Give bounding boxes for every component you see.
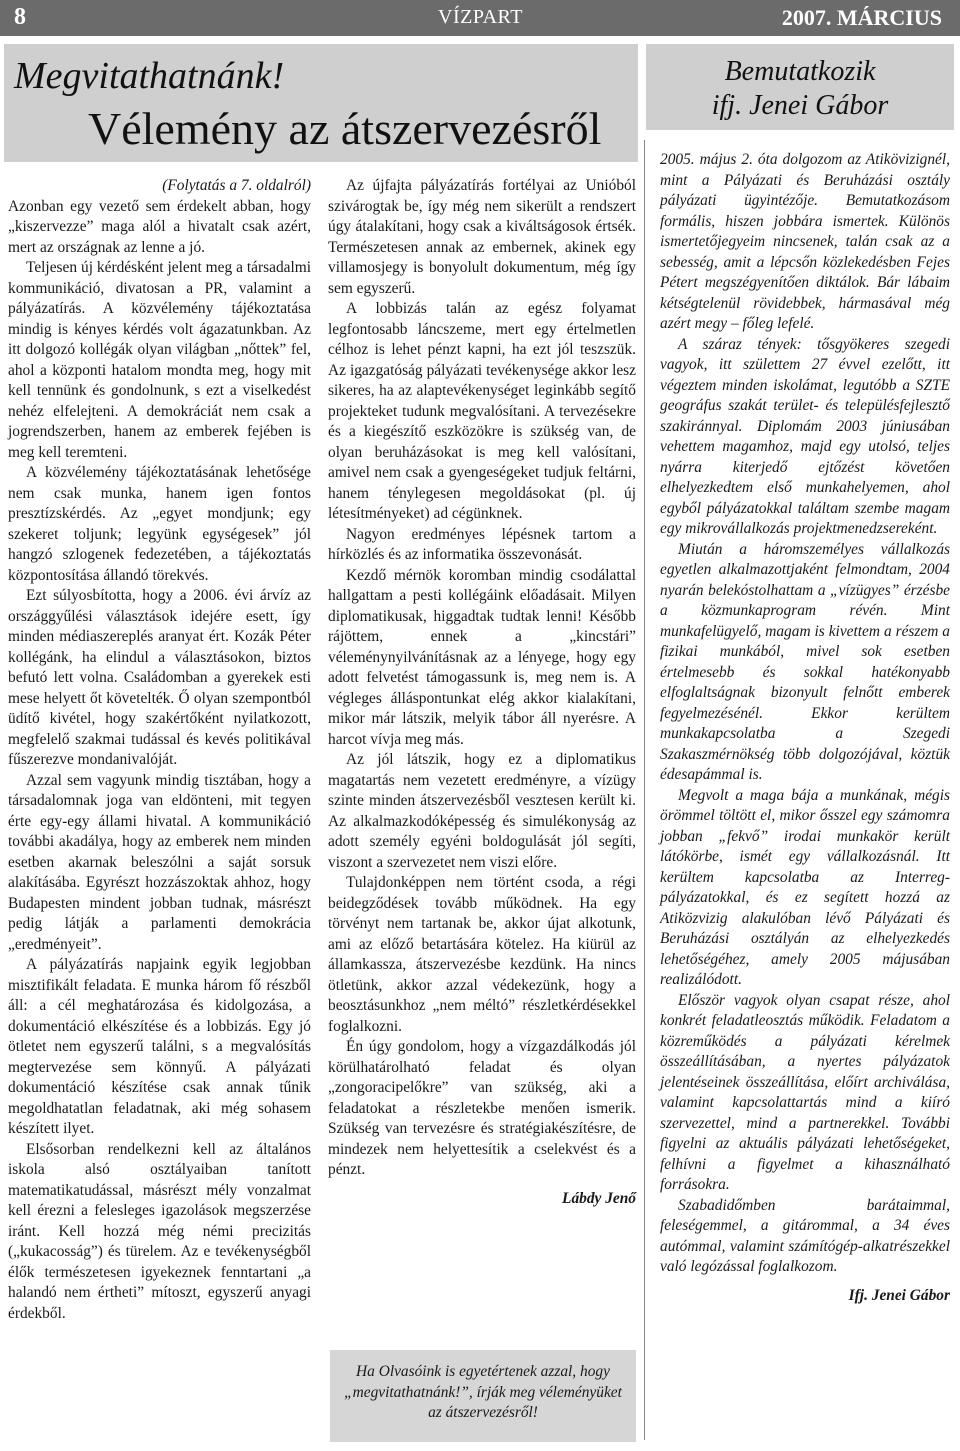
sidebar-kicker: Bemutatkozik <box>724 56 876 87</box>
profile-signature: Ifj. Jenei Gábor <box>848 1286 950 1304</box>
paragraph: A pályázatírás napjaink egyik legjobban misztifikált feladata. E munka három fő részből áll: a cél meghatározása és kidolgozása, a dokumentáció elkészítése és a lobbizás. Egy jó ötletet nem egyszerű találni, s a megvalósítás megtervezése sem könnyű. A pályázati dokumentáció készítése csak annak tűnik megoldhatatlan feladatnak, aki még sohasem készített ilyet. <box>8 956 311 1137</box>
article-column-2 <box>328 176 636 1209</box>
author-signature: Lábdy Jenő <box>562 1189 636 1207</box>
article-title: Vélemény az átszervezésről <box>88 103 602 154</box>
paragraph: Ezt súlyosbította, hogy a 2006. évi árvíz az országgyűlési választások idejére esett, így minden médiaszereplés aranyat ért. Kozák Péter kollégánk, ha elindul a választásokon, biztos befutó lett volna. Családomban a gyerekek esti mese helyett őt követelték. Ő olyan szempontból üdítő kivétel, hogy szakértőként nyilatkozott, megfelelő szakmai tudással és kevés politikával fűszerezve mondanivalóját. <box>8 587 311 768</box>
paragraph: Teljesen új kérdésként jelent meg a társadalmi kommunikáció, divatosan a PR, valamint a pályázatírás. A közvélemény tájékoztatása mindig is kényes kérdés volt ágazatunkban. Az itt dolgozó kollégák olyan világban „nőttek” fel, ahol a központi hatalom mondta meg, hogy mit kell tennünk és gondolnunk, s ezt a viselkedést nehéz elfelejteni. A demokráciát nem csak a jogrendszerben, hanem az emberek fejében is meg kell teremteni. <box>8 259 311 461</box>
issue-date: 2007. MÁRCIUS <box>781 5 942 30</box>
paragraph: Tulajdonképpen nem történt csoda, a régi beidegződések tovább működnek. Ha egy törvényt nem tartanak be, akkor újat alkotunk, ami az előző betartására kötelez. Ha kiürül az államkassza, átszervezésbe kezdünk. Ha nincs ötletünk, akkor azzal védekezünk, hogy a beosztásunkhoz „nem méltó” részletkérdésekkel foglalkozni. <box>328 874 636 1035</box>
paragraph: A lobbizás talán az egész folyamat legfontosabb láncszeme, mert egy értelmetlen célhoz is lehet pénzt kapni, ha ezt jól teszszük. Az igazgatóság pályázati tevékenysége akkor lesz sikeres, ha az alaptevékenységet leginkább segítő projekteket tudunk megvalósítani. A tervezésekre és a kiegészítő eszközökre is szükség van, de olyan beruházásokat is meg kell valósítani, amivel nem csak a gyengeségeket tudjuk feltárni, hanem ténylegesen megoldásokat (pl. új létesítményeket) ad cégünknek. <box>328 300 636 522</box>
paragraph: Megvolt a maga bája a munkának, mégis örömmel töltött el, mikor ősszel egy számomra jobban „fekvő” irodai munkakör került látókörbe, ismét egy vállalkozásnál. Itt kerültem kapcsolatba az Interreg-pályázatokkal, és ez segített hozzá az Atiközvizig alakulóban lévő Pályázati és Beruházási osztályán az elhelyezkedés lehetőségéhez, amely 2005 májusában realizálódott. <box>660 786 950 988</box>
page-header <box>0 0 960 36</box>
profile-column <box>660 150 950 1306</box>
publication-name: VÍZPART <box>438 6 523 28</box>
paragraph: Szabadidőmben barátaimmal, feleségemmel, a gitárommal, a 34 éves autómmal, valamint számítógép-alkatrészekkel való legózással foglalkozom. <box>660 1196 950 1275</box>
paragraph: Én úgy gondolom, hogy a vízgazdálkodás jól körülhatárolható feladat és olyan „zongoracipelőkre” van szükség, aki a feladatokat a részletekbe menően ismerik. Szükség van tervezésre és stratégiakészítésre, de mindezek nem helyettesítik a cselekvést és a pénzt. <box>328 1038 636 1178</box>
paragraph: Az újfajta pályázatírás fortélyai az Unióból szivárogtak be, így még nem sikerült a rendszert úgy átalakítani, hogy csak a kiváltságosok értsék. Természetesen annak az embernek, akinek egy villamosjegy is bonyolult dokumentum, még így sem egyszerű. <box>328 177 636 297</box>
paragraph: A száraz tények: tősgyökeres szegedi vagyok, itt születtem 27 évvel ezelőtt, itt végeztem minden iskolámat, legutóbb a SZTE geográfus szakát terület- és településfejlesztő szakiránnyal. Diplomám 2003 júniusában vehettem magamhoz, majd egy utolsó, teljes nyárra kiterjedő ejtőzést követően elhelyezkedtem első munkahelyemen, ahol egyből pályázatokkal találtam szembe magam egy mikrovállalkozás projektmenedzsereként. <box>660 335 950 537</box>
paragraph: Nagyon eredményes lépésnek tartom a hírközlés és az informatika összevonását. <box>328 525 636 563</box>
paragraph: Miután a háromszemélyes vállalkozás egyetlen alkalmazottjaként felmondtam, 2004 nyarán belekóstolhattam a „vízügyes” érzésbe a közmunkaprogram révén. Mint munkafelügyelő, magam is kivettem a részem a fizikai munkából, mivel sok esetben értelmesebb és sokkal hatékonyabb elfoglaltságnak bizonyult felnőtt emberek fegyelmezésénél. Ekkor kerültem munkakapcsolatba a Szegedi Szakaszmérnökség több dolgozójával, köztük édesapámmal is. <box>660 540 950 783</box>
sidebar-title-box <box>646 44 954 130</box>
article-kicker: Megvitathatnánk! <box>14 55 285 97</box>
column-divider <box>644 140 645 1440</box>
paragraph: Elsősorban rendelkezni kell az általános iskola alsó osztályaiban tanított matematikatudással, másrészt mély vonzalmat kell érezni a felesleges igazolások megszerzése iránt. Kell hozzá még némi precizitás („kukacosság”) és türelem. Az e tevékenységből élők természetesen igyekeznek fenntartani „a halandó nem értheti” mítoszt, egyszerű anyagi érdekből. <box>8 1140 311 1322</box>
article-title-box <box>4 44 638 162</box>
article-column-1 <box>8 176 311 1324</box>
paragraph: Kezdő mérnök koromban mindig csodálattal hallgattam a pesti kollégáink előadásait. Milyen diplomatikusak, higgadtak tudtak lenni! Később rájöttem, ennek a „kincstári” véleménynyilvánításnak az a lényege, hogy egy adott felvetést támogassunk is, meg nem is. A végleges álláspontunkat elég akkor kialakítani, mikor már látszik, melyik tábor áll nyerésre. A harcot vívja meg más. <box>328 566 636 748</box>
sidebar-title: ifj. Jenei Gábor <box>711 90 889 121</box>
continued-note: (Folytatás a 7. oldalról) <box>162 177 311 194</box>
reader-callout: Ha Olvasóink is egyetértenek azzal, hogy „megvitathatnánk!”, írják meg véleményüket az átszervezésről! <box>330 1350 636 1442</box>
paragraph: Először vagyok olyan csapat része, ahol konkrét feladatleosztás működik. Feladatom a közreműködés a pályázati kérelmek összeállításában, a nyertes pályázatok jelentéseinek összeállítása, előírt archiválása, valamint kapcsolattartás mind a kiíró szervezettel, mind a partnerekkel. További figyelni az aktuális pályázati lehetőségeket, felhívni a figyelmet a kihasználható forrásokra. <box>660 991 950 1193</box>
paragraph: Azonban egy vezető sem érdekelt abban, hogy „kiszervezze” maga alól a hivatalt csak azért, mert az országnak az lenne a jó. <box>8 197 311 256</box>
paragraph: A közvélemény tájékoztatásának lehetősége nem csak munka, hanem igen fontos presztízskérdés. Az „egyet mondjunk; egy szekeret toljunk; legyünk egységesek” jól hangzó szlogenek fedezetében, a tájékoztatás központosítása állandó törekvés. <box>8 464 311 584</box>
paragraph: 2005. május 2. óta dolgozom az Atikövizignél, mint a Pályázati és Beruházási osztály pályázati ügyintézője. Bemutatkozásom formális, hiszen jobbára ismertek. Különös ismertetőjegyeim nincsenek, talán csak az a sebesség, amit a lépcsőn közlekedésben Fejes Pétert megszégyenítően diktálok. Bár lábaim kétségtelenül rövidebbek, hármasával még azért megy – főleg lefelé. <box>660 151 950 332</box>
paragraph: Azzal sem vagyunk mindig tisztában, hogy a társadalomnak joga van eldönteni, mit tegyen érte egy-egy állami hivatal. A kommunikáció további akadálya, hogy az emberek nem minden esetben akarnak beleszólni a saját sorsuk alakításába. Egyrészt hozzászoktak ahhoz, hogy Budapesten mindent jobban tudnak, másrészt pedig látják a parlamenti demokrácia „eredményeit”. <box>8 771 311 953</box>
paragraph: Az jól látszik, hogy ez a diplomatikus magatartás nem vezetett eredményre, a vízügy szinte minden átszervezésből vesztesen került ki. Az alkalmazkodóképesség és simulékonyság az adott személy egyéni boldogulását jól segíti, viszont a szervezetet nem viszi előre. <box>328 751 636 871</box>
page-number: 8 <box>14 4 26 30</box>
